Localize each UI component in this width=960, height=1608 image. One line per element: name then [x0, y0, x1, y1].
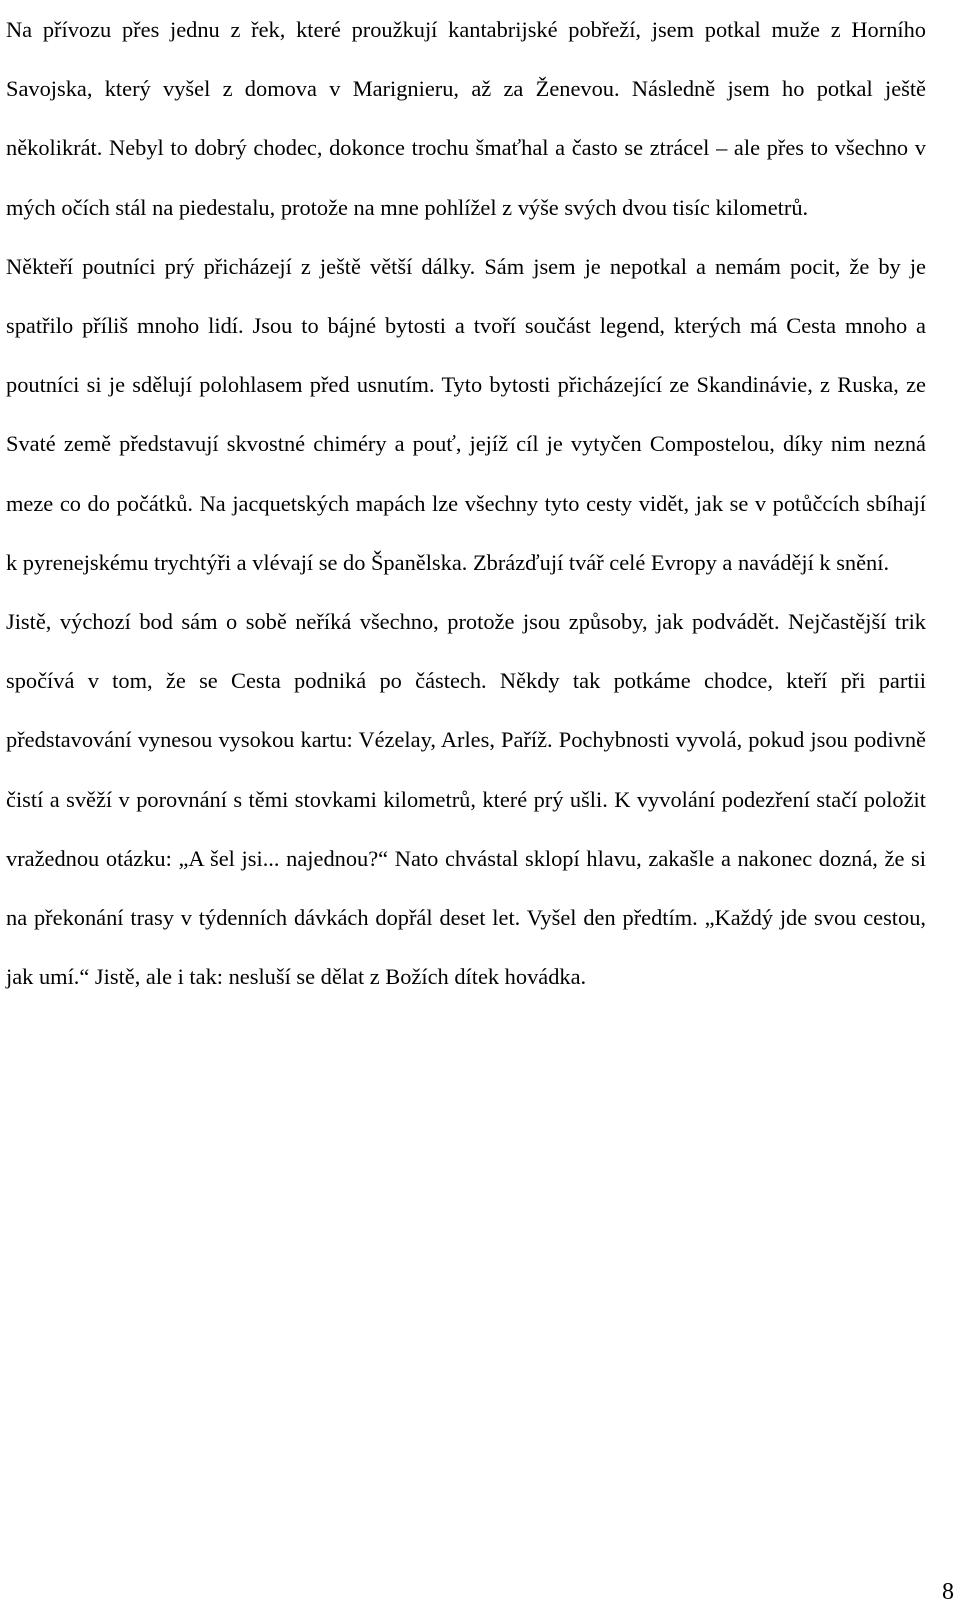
paragraph-1: Na přívozu přes jednu z řek, které proužkují kantabrijské pobřeží, jsem potkal muže z Horního Savojska, který vyšel z domova v Marignieru, až za Ženevou. Následně jsem ho potkal ještě několikrát. Nebyl to dobrý chodec, dokonce trochu šmaťhal a často se ztrácel – ale přes to všechno v mých očích stál na piedestalu, protože na mne pohlížel z výše svých dvou tisíc kilometrů.	[6, 17, 926, 220]
paragraph-2: Někteří poutníci prý přicházejí z ještě větší dálky. Sám jsem je nepotkal a nemám pocit, že by je spatřilo příliš mnoho lidí. Jsou to bájné bytosti a tvoří součást legend, kterých má Cesta mnoho a poutníci si je sdělují polohlasem před usnutím. Tyto bytosti přicházející ze Skandinávie, z Ruska, ze Svaté země představují skvostné chiméry a pouť, jejíž cíl je vytyčen Compostelou, díky nim nezná meze co do počátků. Na jacquetských mapách lze všechny tyto cesty vidět, jak se v potůčcích sbíhají k pyrenejskému trychtýři a vlévají se do Španělska. Zbrázďují tvář celé Evropy a navádějí k snění.	[6, 253, 926, 575]
body-text	[6, 0, 926, 1006]
page-number: 8	[942, 1579, 954, 1605]
paragraph-3: Jistě, výchozí bod sám o sobě neříká všechno, protože jsou způsoby, jak podvádět. Nejčastější trik spočívá v tom, že se Cesta podniká po částech. Někdy tak potkáme chodce, kteří při partii představování vynesou vysokou kartu: Vézelay, Arles, Paříž. Pochybnosti vyvolá, pokud jsou podivně čistí a svěží v porovnání s těmi stovkami kilometrů, které prý ušli. K vyvolání podezření stačí položit vražednou otázku: „A šel jsi... najednou?“ Nato chvástal sklopí hlavu, zakašle a nakonec dozná, že si na překonání trasy v týdenních dávkách dopřál deset let. Vyšel den předtím. „Každý jde svou cestou, jak umí.“ Jistě, ale i tak: nesluší se dělat z Božích dítek hovádka.	[6, 609, 926, 990]
